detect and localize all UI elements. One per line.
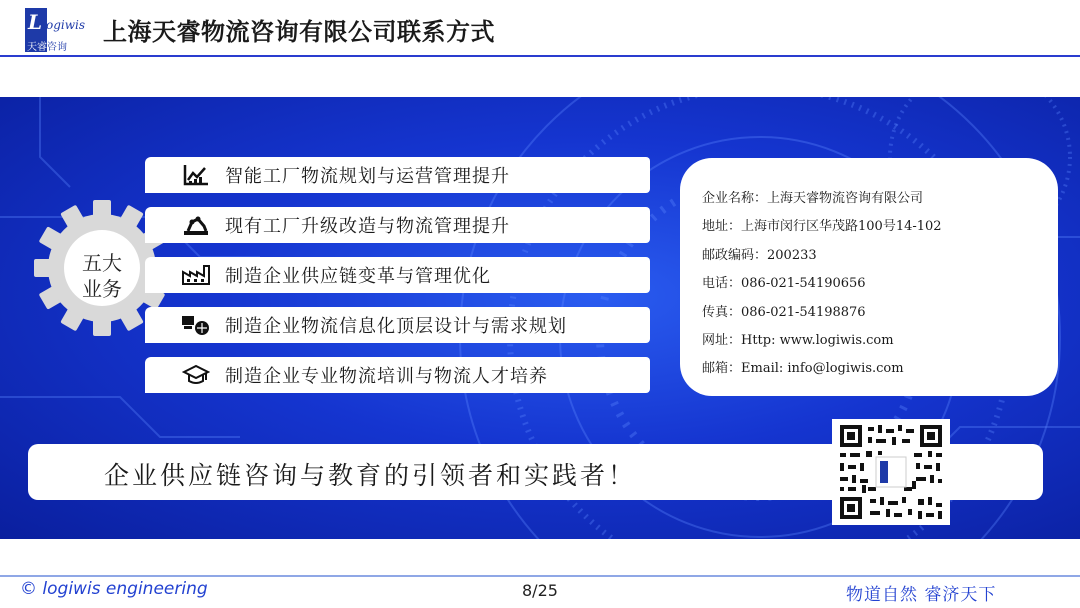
chart-icon [181, 164, 211, 186]
contact-phone: 电话：086-021-54190656 [702, 276, 866, 291]
service-label-1: 智能工厂物流规划与运营管理提升 [225, 166, 510, 187]
service-label-3: 制造企业供应链变革与管理优化 [225, 266, 491, 287]
logo [25, 8, 86, 53]
service-label-2: 现有工厂升级改造与物流管理提升 [225, 216, 510, 237]
contact-postcode: 邮政编码：200233 [702, 248, 817, 263]
contact-website[interactable]: 网址：Http: www.logiwis.com [702, 333, 894, 348]
logo-cn-right: 咨询 [47, 42, 67, 53]
gear-label-line1: 五大 [82, 251, 122, 275]
footer-copyright: © logiwis engineering [20, 579, 208, 599]
service-item-1 [145, 157, 650, 193]
service-item-4 [145, 307, 650, 343]
factory-icon [181, 264, 211, 286]
page-title: 上海天睿物流咨询有限公司联系方式 [103, 18, 495, 46]
qr-code-image [832, 419, 950, 525]
logo-wordmark: ogiwis [46, 18, 86, 32]
service-item-2 [145, 207, 650, 243]
service-label-4: 制造企业物流信息化顶层设计与需求规划 [225, 316, 567, 337]
contact-company: 企业名称：上海天睿物流咨询有限公司 [702, 191, 924, 206]
robot-arm-icon [181, 214, 211, 236]
network-icon [181, 314, 211, 336]
gear-label-line2: 业务 [82, 277, 122, 301]
contact-email[interactable]: 邮箱：Email: info@logiwis.com [702, 361, 904, 376]
logo-initial: L [28, 10, 43, 34]
contact-card [680, 158, 1058, 396]
service-item-5 [145, 357, 650, 393]
contact-fax: 传真：086-021-54198876 [702, 305, 866, 320]
footer-motto: 物道自然 睿济天下 [846, 585, 997, 605]
header [0, 0, 1080, 58]
graduation-cap-icon [181, 364, 211, 386]
footer-divider [0, 575, 1080, 577]
service-label-5: 制造企业专业物流培训与物流人才培养 [225, 366, 548, 387]
slogan-text: 企业供应链咨询与教育的引领者和实践者！ [104, 461, 637, 490]
page-number: 8/25 [522, 581, 558, 600]
logo-cn-left: 天睿 [27, 42, 47, 53]
service-item-3 [145, 257, 650, 293]
header-divider [0, 55, 1080, 57]
gear-label [70, 250, 134, 302]
contact-address: 地址：上海市闵行区华茂路100号14-102 [702, 219, 942, 234]
